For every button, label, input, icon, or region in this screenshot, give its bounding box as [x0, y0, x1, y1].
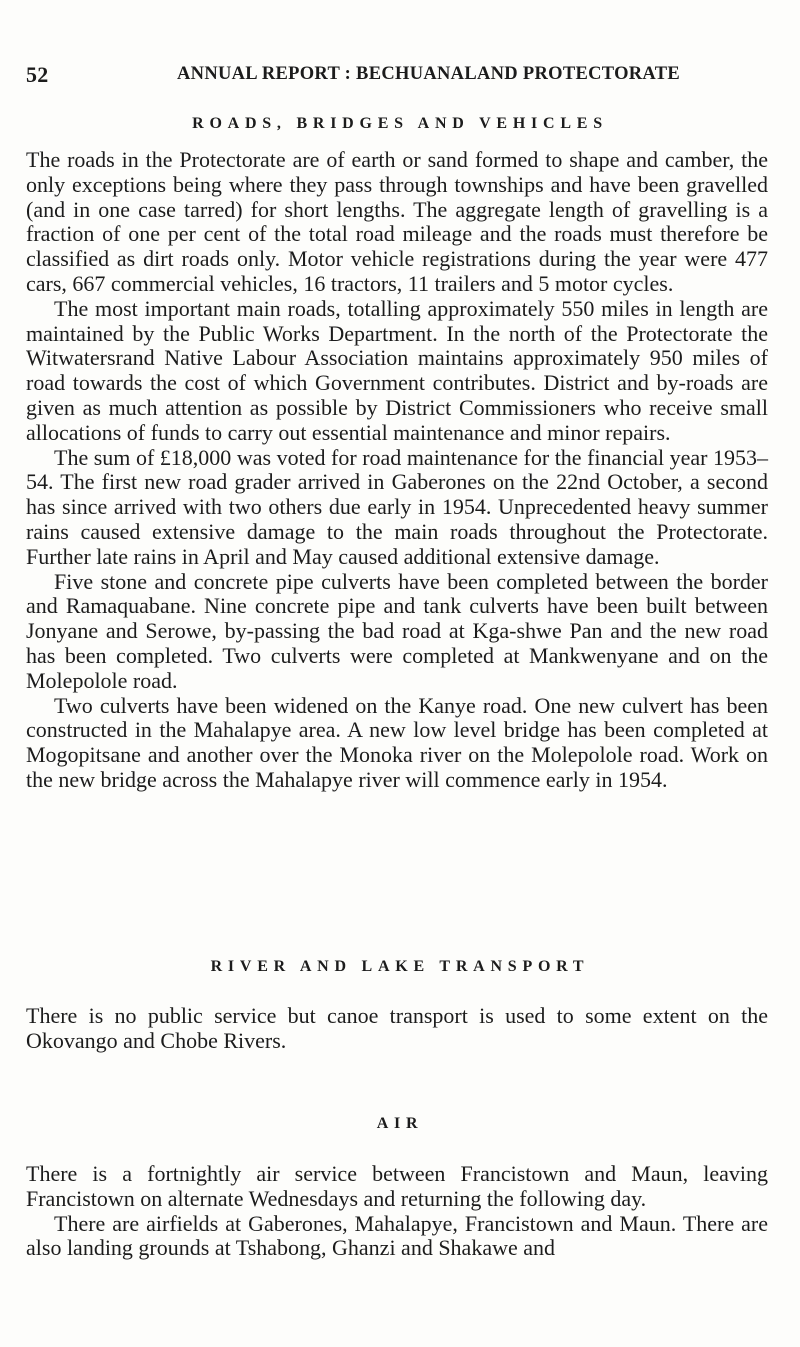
paragraph: The roads in the Protectorate are of earth or sand formed to shape and camber, the only exceptions being where they pass through townships and have been gravelled (and in one case tarred) for short lengths. The aggregate length of gravelling is a fraction of one per cent of the total road mileage and the roads must therefore be classified as dirt roads only. Motor vehicle registrations during the year were 477 cars, 667 commercial vehicles, 16 tractors, 11 trailers and 5 motor cycles.	[26, 147, 768, 296]
paragraph: The sum of £18,000 was voted for road maintenance for the financial year 1953–54. The first new road grader arrived in Gaberones on the 22nd October, a second has since arrived with two others due early in 1954. Unprecedented heavy summer rains caused extensive damage to the main roads throughout the Protectorate. Further late rains in April and May caused additional extensive damage.	[26, 444, 768, 569]
section-heading-air: AIR	[376, 1115, 424, 1132]
paragraph: The most important main roads, totalling approximately 550 miles in length are maintained by the Public Works Department. In the north of the Protectorate the Witwatersrand Native Labour Association maintains approximately 950 miles of road towards the cost of which Government contributes. District and by-roads are given as much attention as possible by District Commissioners who receive small allocations of funds to carry out essential maintenance and minor repairs.	[26, 295, 768, 445]
paragraph: Two culverts have been widened on the Kanye road. One new culvert has been constructed in the Mahalapye area. A new low level bridge has been completed at Mogopitsane and another over the Monoka river on the Molepolole road. Work on the new bridge across the Mahalapye river will commence early in 1954.	[26, 692, 768, 792]
paragraph: There is no public service but canoe transport is used to some extent on the Okovango and Chobe Rivers.	[26, 1003, 768, 1053]
page-number: 52	[26, 62, 49, 87]
section-heading-roads: ROADS, BRIDGES AND VEHICLES	[192, 115, 608, 132]
paragraph: There are airfields at Gaberones, Mahalapye, Francistown and Maun. There are also landing grounds at Tshabong, Ghanzi and Shakawe and	[26, 1210, 768, 1261]
running-title: ANNUAL REPORT : BECHUANALAND PROTECTORATE	[177, 64, 680, 84]
section-body-roads	[26, 148, 768, 793]
running-header	[0, 58, 800, 88]
section-body-river-lake-transport	[26, 1004, 768, 1054]
section-heading-river-lake-transport: RIVER AND LAKE TRANSPORT	[210, 958, 590, 975]
paragraph: There is a fortnightly air service between Francistown and Maun, leaving Francistown on alternate Wednesdays and returning the following day.	[26, 1161, 768, 1211]
paragraph: Five stone and concrete pipe culverts have been completed between the border and Ramaquabane. Nine concrete pipe and tank culverts have been built between Jonyane and Serowe, by-passing the bad road at Kga-shwe Pan and the new road has been completed. Two culverts were completed at Mankwenyane and on the Molepolole road.	[26, 568, 768, 693]
section-body-air	[26, 1162, 768, 1261]
